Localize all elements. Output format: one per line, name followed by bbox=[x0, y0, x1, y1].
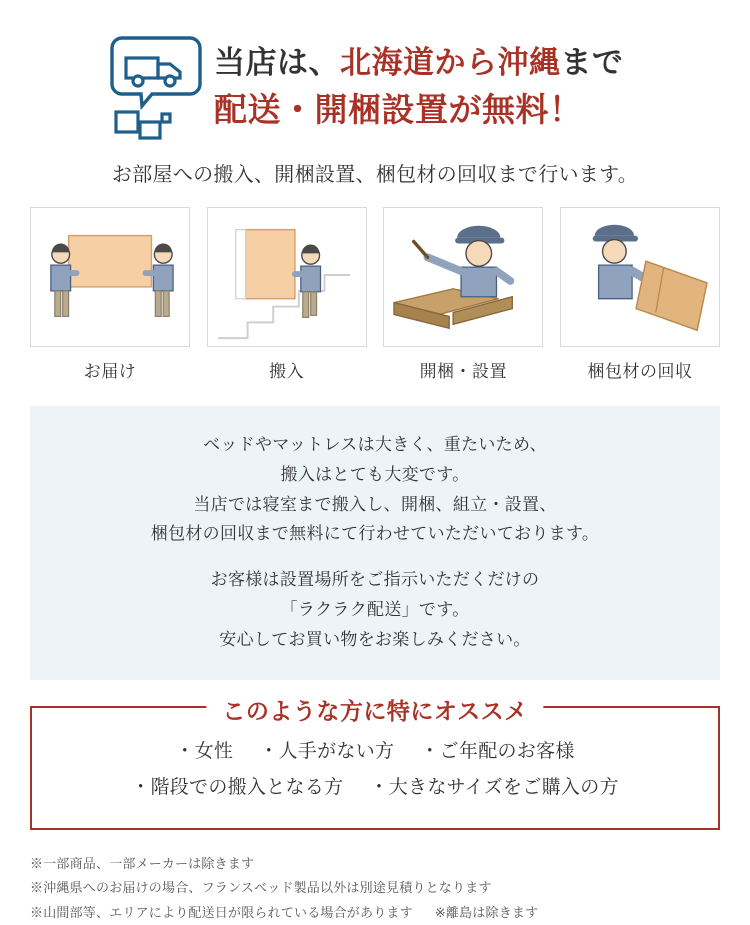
note-line: ※離島は除きます bbox=[434, 904, 539, 920]
recommend-item: ・ご年配のお客様 bbox=[420, 741, 575, 763]
info-line: 当店では寝室まで搬入し、開梱、組立・設置、 bbox=[193, 494, 557, 514]
headline-line-2 bbox=[214, 88, 624, 133]
header bbox=[30, 0, 720, 144]
note-line: ※沖縄県へのお届けの場合、フランスベッド製品以外は別途見積りとなります bbox=[30, 880, 492, 896]
step-carry-in bbox=[207, 207, 367, 382]
recommend-item: ・大きなサイズをご購入の方 bbox=[369, 777, 619, 799]
recommend-row-2 bbox=[42, 770, 708, 806]
note-line: ※一部商品、一部メーカーは除きます bbox=[30, 856, 255, 872]
headline-line-1 bbox=[214, 42, 624, 84]
step-caption: お届け bbox=[83, 362, 137, 381]
recommend-item: ・女性 bbox=[175, 741, 234, 763]
worker-assembling-bed-frame-icon bbox=[383, 207, 543, 347]
note-line-combined bbox=[30, 901, 720, 925]
two-movers-carrying-board-icon bbox=[30, 207, 190, 347]
subheadline: お部屋への搬入、開梱設置、梱包材の回収まで行います。 bbox=[111, 164, 639, 186]
step-caption: 梱包材の回収 bbox=[587, 362, 693, 381]
recommend-item: ・階段での搬入となる方 bbox=[131, 777, 344, 799]
recommend-item: ・人手がない方 bbox=[259, 741, 395, 763]
spacer bbox=[40, 549, 710, 565]
headline-prefix: 当店は、 bbox=[214, 45, 340, 80]
recommend-row-1 bbox=[42, 734, 708, 770]
steps-row bbox=[30, 207, 720, 382]
step-unpack-install bbox=[383, 207, 543, 382]
headline-suffix-2: が無料！ bbox=[448, 90, 583, 128]
info-line: 「ラクラク配送」です。 bbox=[280, 599, 470, 619]
headline-accent-2: 配送・開梱設置 bbox=[214, 90, 449, 128]
info-line: 安心してお買い物をお楽しみください。 bbox=[219, 629, 531, 649]
note-line: ※山間部等、エリアにより配送日が限られている場合があります bbox=[30, 904, 413, 920]
worker-carrying-cardboard-icon bbox=[560, 207, 720, 347]
info-panel bbox=[30, 406, 720, 680]
delivery-truck-icon bbox=[108, 34, 204, 144]
step-caption: 搬入 bbox=[269, 362, 305, 381]
notes-block bbox=[30, 852, 720, 924]
info-line: 搬入はとても大変です。 bbox=[280, 464, 470, 484]
headline-accent: 北海道から沖縄 bbox=[340, 45, 561, 80]
headline-block bbox=[214, 28, 624, 132]
info-line: 梱包材の回収まで無料にて行わせていただいております。 bbox=[150, 524, 600, 544]
mover-carrying-up-stairs-icon bbox=[207, 207, 367, 347]
step-caption: 開梱・設置 bbox=[419, 362, 508, 381]
step-packaging-collection bbox=[560, 207, 720, 382]
info-line: ベッドやマットレスは大きく、重たいため、 bbox=[203, 435, 547, 454]
info-line: お客様は設置場所をご指示いただくだけの bbox=[210, 570, 540, 589]
recommend-title: このような方に特にオススメ bbox=[206, 693, 543, 726]
headline-suffix: まで bbox=[560, 45, 624, 80]
recommend-box bbox=[30, 698, 720, 830]
step-delivery bbox=[30, 207, 190, 382]
